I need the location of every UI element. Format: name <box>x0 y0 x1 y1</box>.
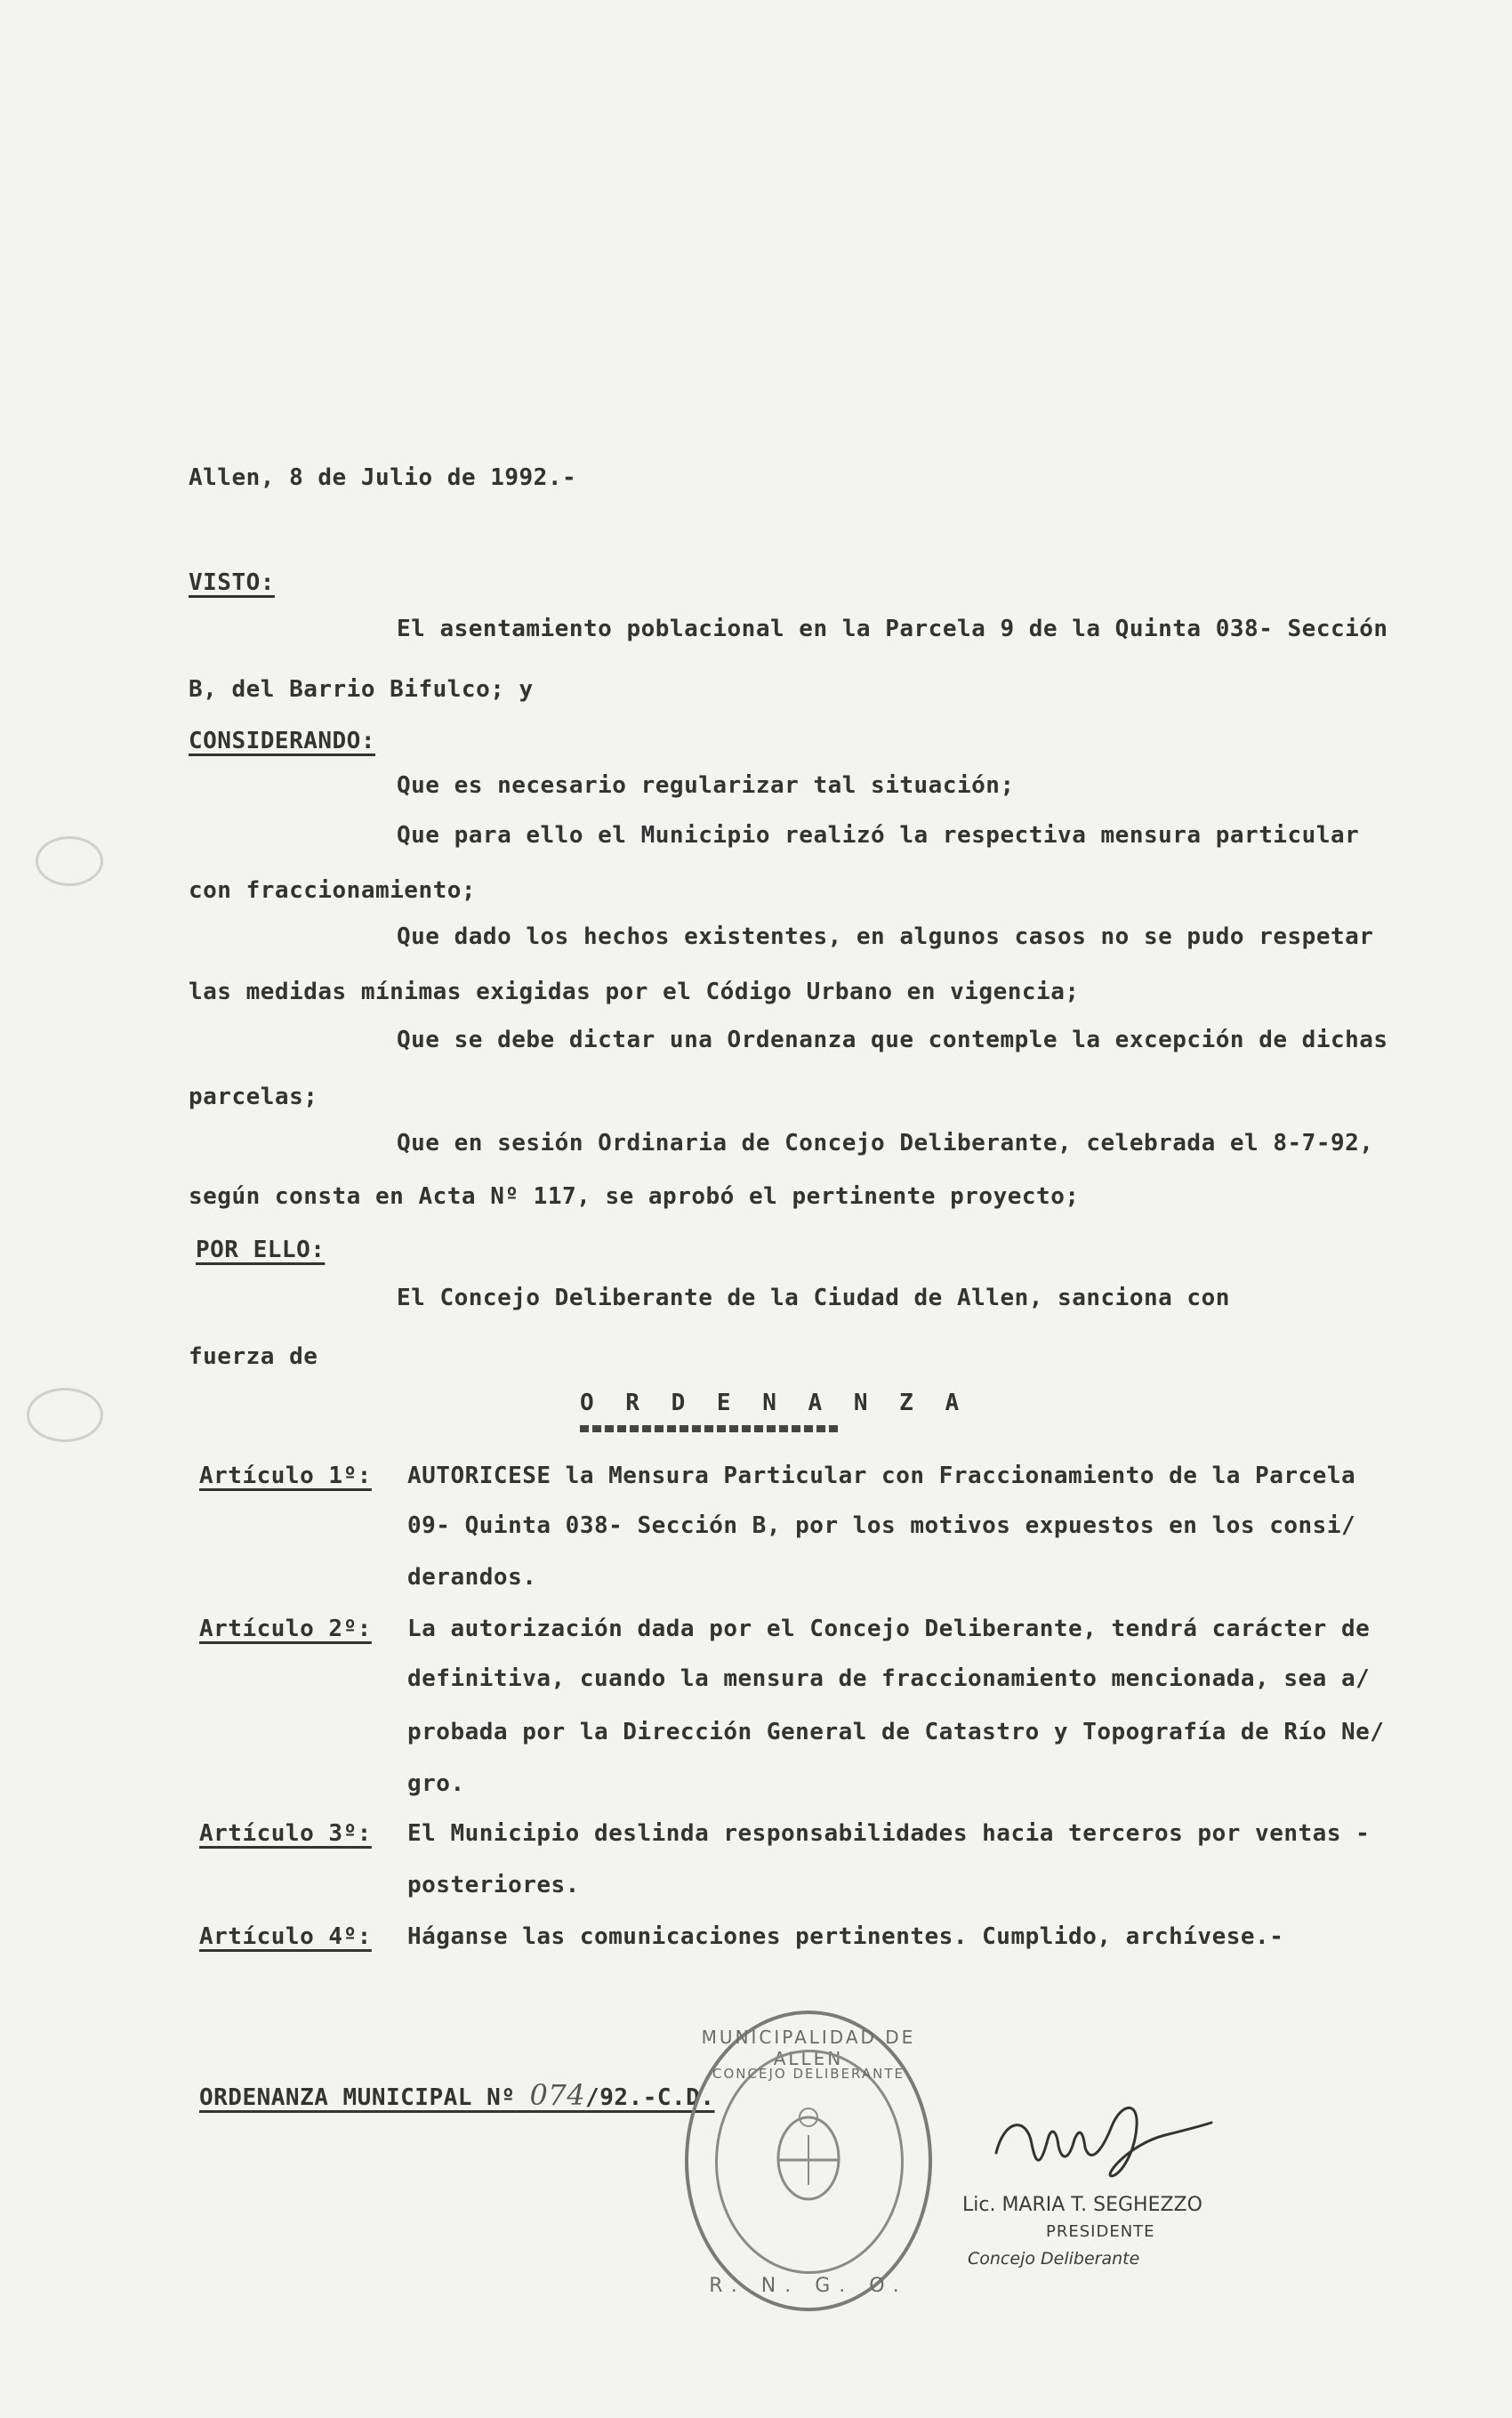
ordinance-number-prefix: ORDENANZA MUNICIPAL Nº <box>199 2084 516 2111</box>
por-ello-line-2: fuerza de <box>189 1343 318 1370</box>
signature-scribble <box>987 2091 1218 2188</box>
coat-of-arms-icon <box>768 2103 848 2210</box>
por-ello-heading: POR ELLO: <box>196 1237 326 1263</box>
stamp-outer-text: MUNICIPALIDAD DE ALLEN <box>701 2027 916 2069</box>
article-4-line-1: Háganse las comunicaciones pertinentes. Cumplido, archívese.- <box>407 1923 1284 1950</box>
ordenanza-title: O R D E N A N Z A <box>580 1390 969 1416</box>
signature-title: PRESIDENTE <box>1046 2222 1155 2241</box>
considerando-line-6: Que se debe dictar una Ordenanza que contemple la excepción de dichas <box>397 1027 1388 1053</box>
considerando-line-9: según consta en Acta Nº 117, se aprobó el pertinente proyecto; <box>189 1183 1080 1210</box>
article-1-line-2: 09- Quinta 038- Sección B, por los motivos expuestos en los consi/ <box>407 1512 1356 1539</box>
official-stamp <box>685 2011 932 2311</box>
stamp-inner-text: CONCEJO DELIBERANTE <box>712 2066 905 2082</box>
article-3-label: Artículo 3º: <box>199 1820 372 1847</box>
article-2-label: Artículo 2º: <box>199 1616 372 1642</box>
considerando-line-4: Que dado los hechos existentes, en algunos casos no se pudo respetar <box>397 923 1374 950</box>
por-ello-line-1: El Concejo Deliberante de la Ciudad de Allen, sanciona con <box>397 1285 1230 1311</box>
article-3-line-2: posteriores. <box>407 1872 580 1898</box>
ordinance-number-line <box>199 2078 715 2112</box>
visto-heading: VISTO: <box>189 569 275 596</box>
article-1-line-1: AUTORICESE la Mensura Particular con Fraccionamiento de la Parcela <box>407 1463 1356 1489</box>
visto-line-2: B, del Barrio Bifulco; y <box>189 676 534 703</box>
article-2-line-3: probada por la Dirección General de Catastro y Topografía de Río Ne/ <box>407 1719 1385 1745</box>
stamp-bottom-text: R. N. G. O. <box>709 2275 908 2297</box>
date-line: Allen, 8 de Julio de 1992.- <box>189 464 577 491</box>
article-2-line-2: definitiva, cuando la mensura de fraccionamiento mencionada, sea a/ <box>407 1665 1371 1692</box>
signature-name: Lic. MARIA T. SEGHEZZO <box>962 2194 1202 2216</box>
ordenanza-title-underline <box>580 1425 838 1432</box>
considerando-line-2: Que para ello el Municipio realizó la respectiva mensura particular <box>397 822 1360 849</box>
considerando-line-7: parcelas; <box>189 1084 318 1110</box>
ordinance-number-value: 074 <box>529 2078 586 2112</box>
article-2-line-1: La autorización dada por el Concejo Deliberante, tendrá carácter de <box>407 1616 1371 1642</box>
ordinance-number-suffix: /92.-C.D. <box>585 2084 715 2111</box>
article-1-label: Artículo 1º: <box>199 1463 372 1489</box>
article-3-line-1: El Municipio deslinda responsabilidades hacia terceros por ventas - <box>407 1820 1371 1847</box>
considerando-line-5: las medidas mínimas exigidas por el Código Urbano en vigencia; <box>189 979 1080 1005</box>
considerando-line-1: Que es necesario regularizar tal situación; <box>397 772 1015 799</box>
considerando-line-3: con fraccionamiento; <box>189 877 477 904</box>
considerando-line-8: Que en sesión Ordinaria de Concejo Deliberante, celebrada el 8-7-92, <box>397 1130 1374 1157</box>
signature-body: Concejo Deliberante <box>968 2249 1140 2269</box>
considerando-heading: CONSIDERANDO: <box>189 728 375 754</box>
article-2-line-4: gro. <box>407 1770 465 1797</box>
punch-hole-bottom <box>27 1388 103 1442</box>
article-1-line-3: derandos. <box>407 1564 537 1591</box>
visto-line-1: El asentamiento poblacional en la Parcela 9 de la Quinta 038- Sección <box>397 616 1388 642</box>
article-4-label: Artículo 4º: <box>199 1923 372 1950</box>
punch-hole-top <box>36 836 103 886</box>
